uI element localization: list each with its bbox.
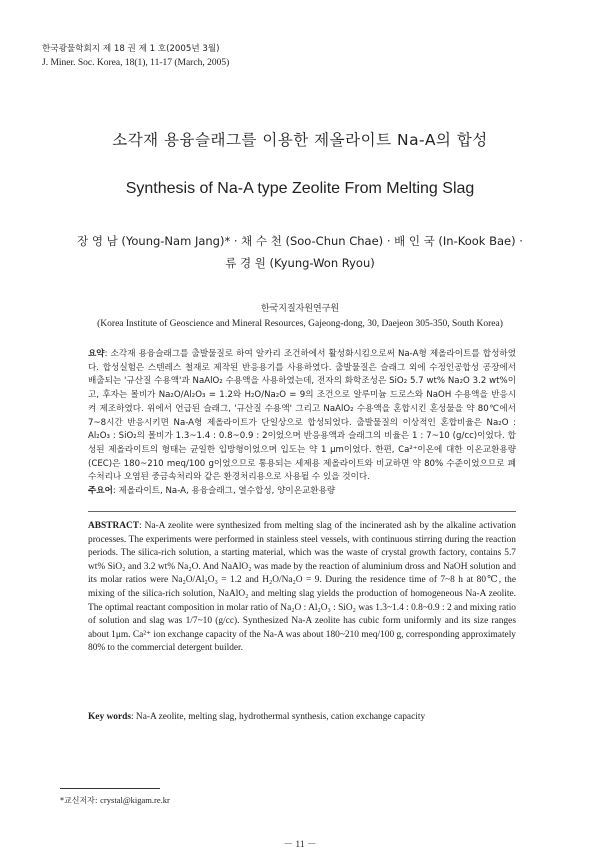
title-english: Synthesis of Na-A type Zeolite From Melting Slag <box>125 180 475 197</box>
abstract-korean <box>88 348 516 485</box>
title-korean: 소각재 용융슬래그를 이용한 제올라이트 Na-A의 합성 <box>112 131 488 149</box>
section-divider <box>88 511 516 512</box>
keywords-korean <box>88 485 516 498</box>
keywords-english <box>88 711 516 724</box>
keywords-korean-label: 주요어 <box>88 486 113 496</box>
author-line-1: 장 영 남 (Young-Nam Jang)* · 채 수 천 (Soo-Chun Chae) · 배 인 국 (In-Kook Bae) · <box>77 234 523 248</box>
keywords-korean-text: : 제올라이트, Na-A, 용융슬래그, 열수합성, 양이온교환용량 <box>112 486 336 496</box>
author-line-2: 류 경 원 (Kyung-Won Ryou) <box>225 256 375 270</box>
affiliation <box>0 302 600 332</box>
abstract-english-label: ABSTRACT <box>88 521 140 531</box>
affiliation-english: (Korea Institute of Geoscience and Mineral Resources, Gajeong-dong, 30, Daejeon 305-350, South Korea) <box>97 319 503 329</box>
journal-citation-en: J. Miner. Soc. Korea, 18(1), 11-17 (March, 2005) <box>42 58 230 68</box>
affiliation-korean: 한국지질자원연구원 <box>260 304 340 314</box>
footnote-label: *교신저자: <box>60 796 101 805</box>
abstract-english-text: : Na-A zeolite were synthesized from melting slag of the incinerated ash by the alkaline activation processes. The experiments were performed in stainless steel vessels, with continuous stirring during the reaction periods. The silica-rich solution, a starting material, which was the waste of crystal growth factory, contains 5.7 wt% SiO₂ and 3.2 wt% Na₂O. And NaAlO₂ was made by the reaction of aluminium dross and NaOH solution and its molar ratios were Na₂O/Al₂O₃ = 1.2 and H₂O/Na₂O = 9. During the residence time of 7~8 h at 80℃, the mixing of the silica-rich solution, NaAlO₂ and melting slag yields the production of homogeneous Na-A zeolite. The optimal reactant composition in molar ratio of Na₂O : Al₂O₃ : SiO₂ was 1.3~1.4 : 0.8~0.9 : 2 and mixing ratio of solution and slag was 1/7~10 (g/cc). Synthesized Na-A zeolite has cubic form uniformly and its size ranges about 1μm. Ca²⁺ ion exchange capacity of the Na-A was about 180~210 meq/100 g, corresponding approximately 80% to the commercial detergent builder. <box>88 521 516 654</box>
corresponding-author-footnote <box>60 795 170 806</box>
keywords-english-label: Key words <box>88 712 131 722</box>
journal-header <box>42 42 229 70</box>
journal-citation-ko: 한국광물학회지 제 18 권 제 1 호(2005년 3월) <box>42 44 220 54</box>
abstract-korean-label: 요약 <box>88 349 105 359</box>
page-number: － 11 － <box>283 840 317 850</box>
footnote-email[interactable]: crystal@kigam.re.kr <box>100 795 170 805</box>
abstract-korean-text: : 소각재 용융슬래그를 출발물질로 하여 알카리 조건하에서 활성화시킴으로써 Na-A형 제올라이트를 합성하였다. 합성실험은 스텐레스 철재로 제작된 반응용기를 사용하였다. 출발물질은 슬래그 외에 수정인공합성 공장에서 배출되는 '규산질 수용액'과 NaAlO₂ 수용액을 사용하였는데, 전자의 화학조성은 SiO₂ 5.7 wt% Na₂O 3.2 wt%이고, 후자는 몰비가 Na₂O/Al₂O₃ = 1.2와 H₂O/Na₂O = 9의 조건으로 알루미늄 드로스와 NaOH 수용액을 반응시켜 제조하였다. 위에서 언급된 슬래그, '규산질 수용액' 그리고 NaAlO₂ 수용액을 혼합시킨 혼성물을 약 80℃에서 7~8시간 반응시키면 Na-A형 제올라이트가 단일상으로 합성되었다. 출발물질의 이상적인 혼합비율은 Na₂O : Al₂O₃ : SiO₂의 몰비가 1.3~1.4 : 0.8~0.9 : 2이었으며 반응용액과 슬래그의 비율은 1 : 7~10 (g/cc)이었다. 합성된 제올라이트의 형태는 균일한 입방형이었으며 입도는 약 1 μm이었다. 한편, Ca²⁺이온에 대한 이온교환용량(CEC)은 180~210 meq/100 g이었으므로 통용되는 세제용 제올라이트와 비교하면 약 80% 수준이었으므로 폐수처리나 오염된 중금속처리와 같은 환경처리용으로 사용될 수 있을 것이다. <box>88 349 516 483</box>
author-list <box>0 230 600 274</box>
keywords-english-text: : Na-A zeolite, melting slag, hydrothermal synthesis, cation exchange capacity <box>130 712 426 722</box>
footnote-divider <box>60 788 160 789</box>
abstract-english <box>88 520 516 656</box>
